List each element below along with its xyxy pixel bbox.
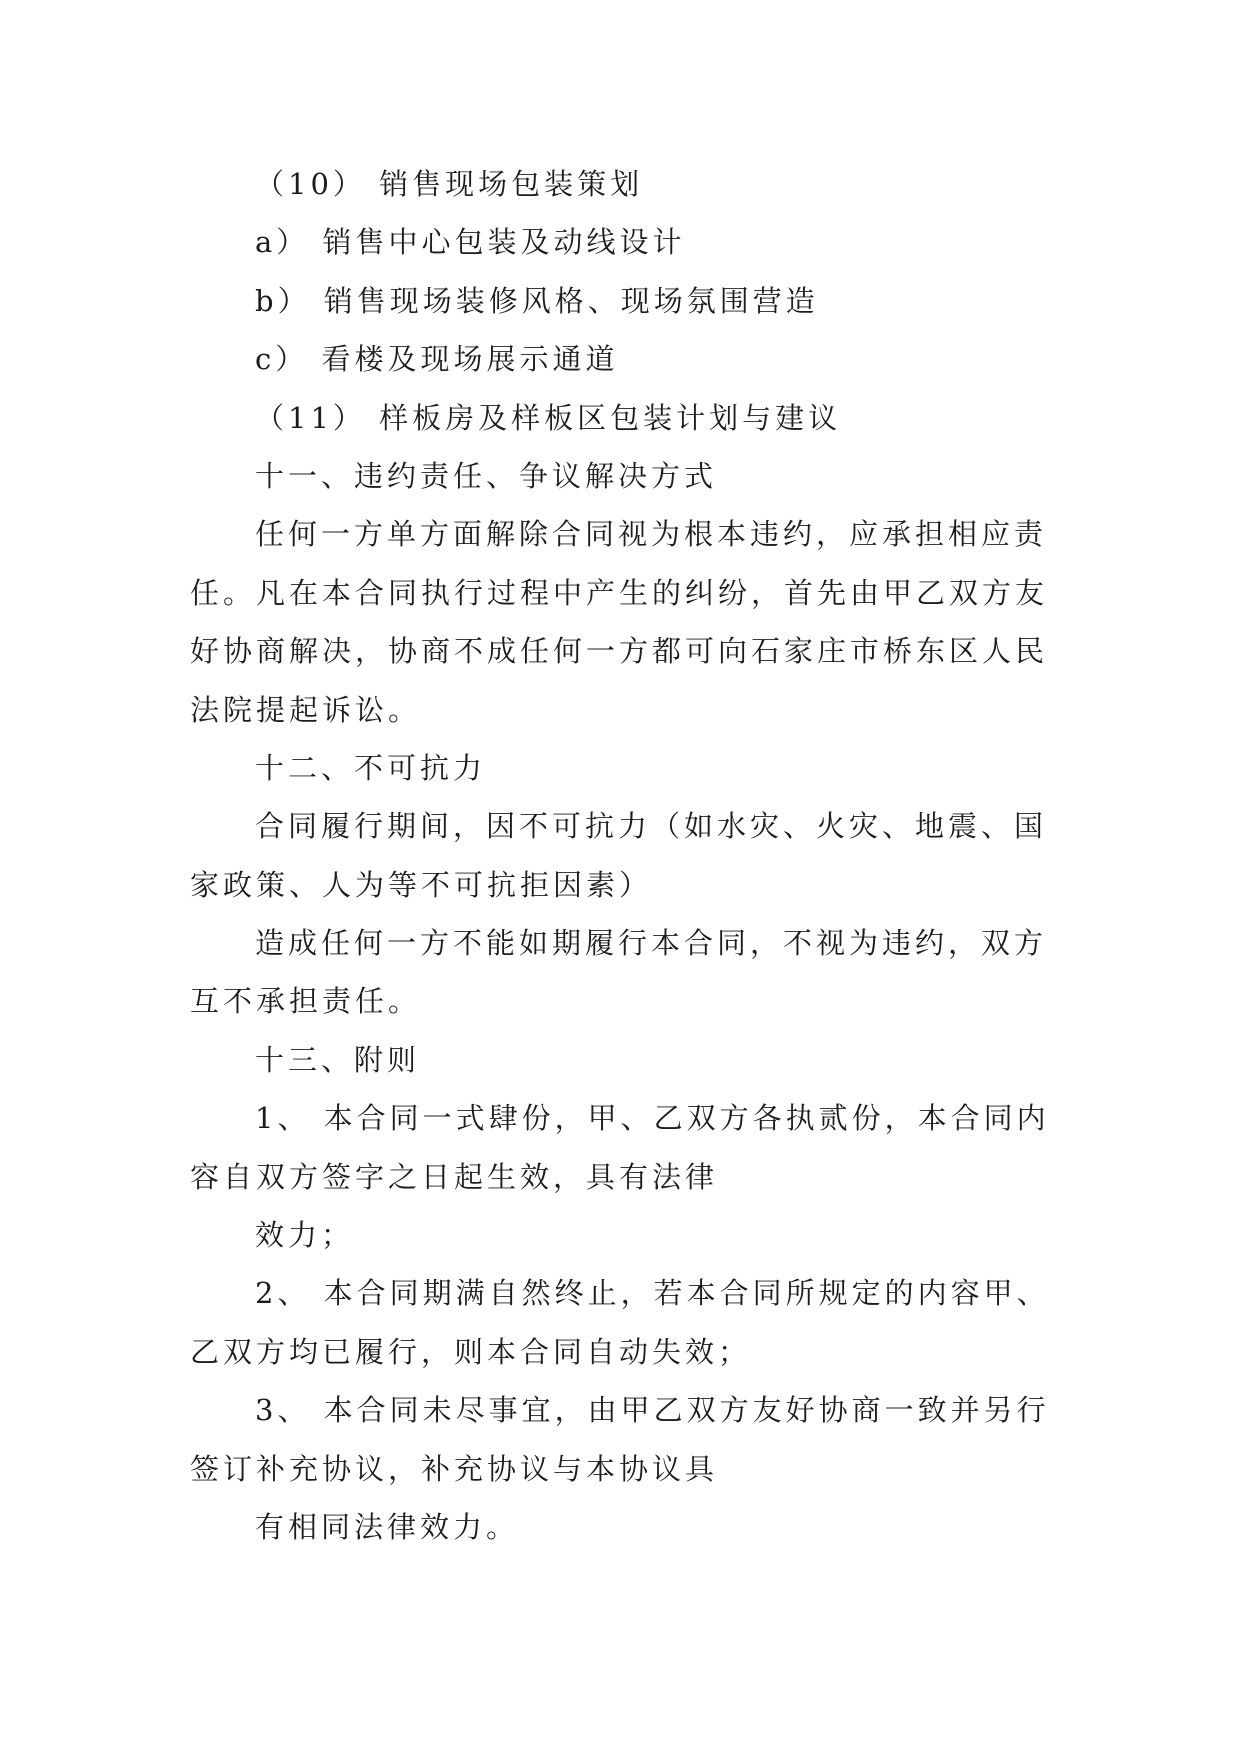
clause-3-line: 3、 本合同未尽事宜，由甲乙双方友好协商一致并另行 (255, 1393, 1050, 1428)
section-heading-11: 十一、违约责任、争议解决方式 (255, 458, 718, 493)
paragraph-line: 合同履行期间，因不可抗力（如水灾、火灾、地震、国 (255, 809, 1048, 844)
clause-3-line: 有相同法律效力。 (255, 1509, 520, 1544)
paragraph-line: 任何一方单方面解除合同视为根本违约，应承担相应责 (255, 517, 1048, 552)
paragraph-line: 互不承担责任。 (190, 984, 422, 1019)
paragraph-line: 任。凡在本合同执行过程中产生的纠纷，首先由甲乙双方友 (190, 575, 1049, 610)
paragraph-line: 造成任何一方不能如期履行本合同，不视为违约，双方 (255, 926, 1048, 961)
clause-2-line: 2、 本合同期满自然终止，若本合同所规定的内容甲、 (255, 1276, 1050, 1311)
clause-1-line: 效力； (255, 1218, 355, 1253)
list-item-b: b） 销售现场装修风格、现场氛围营造 (255, 283, 819, 318)
section-heading-12: 十二、不可抗力 (255, 750, 487, 785)
list-item-11: （11） 样板房及样板区包装计划与建议 (255, 400, 842, 435)
list-item-10: （10） 销售现场包装策划 (255, 167, 644, 201)
clause-3-line: 签订补充协议，补充协议与本协议具 (190, 1451, 719, 1486)
clause-1-line: 容自双方签字之日起生效，具有法律 (190, 1159, 719, 1194)
clause-2-line: 乙双方均已履行，则本合同自动失效； (190, 1334, 752, 1369)
paragraph-line: 家政策、人为等不可抗拒因素） (190, 867, 653, 902)
list-item-c: c） 看楼及现场展示通道 (255, 342, 619, 377)
clause-1-line: 1、 本合同一式肆份，甲、乙双方各执贰份，本合同内 (255, 1101, 1050, 1136)
paragraph-line: 好协商解决，协商不成任何一方都可向石家庄市桥东区人民 (190, 634, 1049, 669)
paragraph-line: 法院提起诉讼。 (190, 692, 422, 727)
list-item-a: a） 销售中心包装及动线设计 (255, 225, 686, 260)
section-heading-13: 十三、附则 (255, 1042, 421, 1077)
